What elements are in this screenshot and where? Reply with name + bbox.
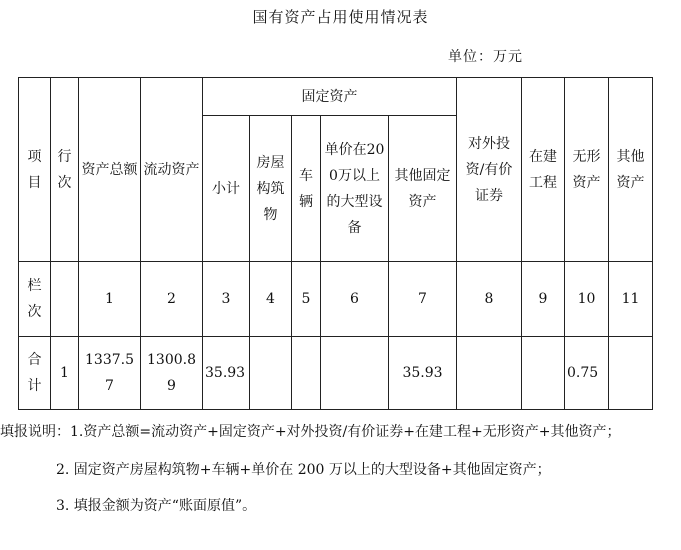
- column-number-cell: 3: [203, 262, 250, 337]
- column-number-cell: 5: [292, 262, 321, 337]
- total-cell: [250, 337, 292, 410]
- total-cell: 0.75: [565, 337, 609, 410]
- header-fixed-assets: 固定资产: [203, 78, 457, 116]
- column-number-cell: 2: [141, 262, 203, 337]
- column-number-cell: 9: [522, 262, 565, 337]
- column-number-cell: 10: [565, 262, 609, 337]
- header-intangible: 无形资产: [565, 78, 609, 262]
- page-title: 国有资产占用使用情况表: [252, 8, 429, 26]
- total-cell: 35.93: [203, 337, 250, 410]
- column-number-cell: 11: [609, 262, 653, 337]
- header-other-assets: 其他资产: [609, 78, 653, 262]
- total-cell: [292, 337, 321, 410]
- column-number-cell: 7: [389, 262, 457, 337]
- note-line-2: 2. 固定资产房屋构筑物+车辆+单价在 200 万以上的大型设备+其他固定资产；: [56, 462, 551, 478]
- note-line-3: 3. 填报金额为资产“账面原值”。: [56, 498, 257, 514]
- header-vehicles: 车辆: [292, 116, 321, 262]
- total-label: 合计: [19, 337, 51, 410]
- header-row-no: 行次: [51, 78, 79, 262]
- total-row: [19, 337, 653, 410]
- header-investments: 对外投资/有价证券: [457, 78, 522, 262]
- column-number-cell: 6: [321, 262, 389, 337]
- header-other-fixed: 其他固定资产: [389, 116, 457, 262]
- header-large-equipment: 单价在200万以上的大型设备: [321, 116, 389, 262]
- header-subtotal: 小计: [203, 116, 250, 262]
- column-number-label: 栏次: [19, 262, 51, 337]
- asset-table: [18, 77, 653, 410]
- header-total-assets: 资产总额: [79, 78, 141, 262]
- total-cell: 1337.57: [79, 337, 141, 410]
- column-number-cell: 8: [457, 262, 522, 337]
- note-line-1: 填报说明：1.资产总额=流动资产+固定资产+对外投资/有价证券+在建工程+无形资产+其他资产；: [0, 424, 621, 440]
- total-cell: 1300.89: [141, 337, 203, 410]
- column-number-cell: 4: [250, 262, 292, 337]
- total-cell: 35.93: [389, 337, 457, 410]
- total-cell: [321, 337, 389, 410]
- total-cell: [609, 337, 653, 410]
- total-cell: [457, 337, 522, 410]
- column-number-cell: 1: [79, 262, 141, 337]
- unit-label: 单位：万元: [448, 49, 523, 65]
- header-buildings: 房屋构筑物: [250, 116, 292, 262]
- total-cell: [522, 337, 565, 410]
- column-number-row: [19, 262, 653, 337]
- total-row-no: 1: [51, 337, 79, 410]
- header-row-1: [19, 78, 653, 116]
- header-current-assets: 流动资产: [141, 78, 203, 262]
- header-item: 项目: [19, 78, 51, 262]
- header-construction: 在建工程: [522, 78, 565, 262]
- column-number-cell: [51, 262, 79, 337]
